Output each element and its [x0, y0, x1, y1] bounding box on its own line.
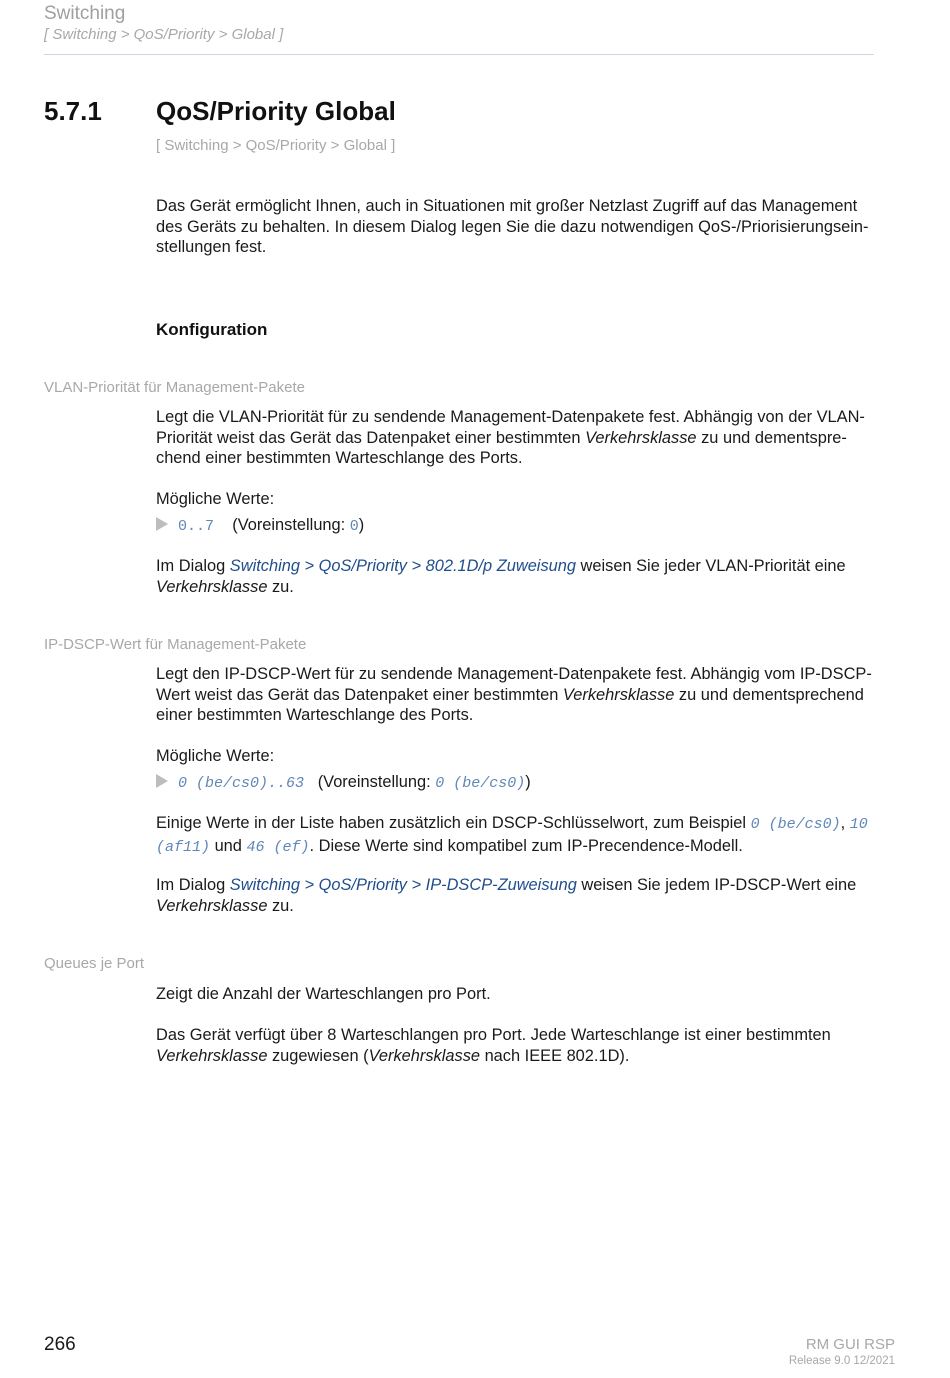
section-number: 5.7.1 [44, 96, 102, 126]
intro-line: des Geräts zu behalten. In diesem Dialog legen Sie die dazu notwendigen QoS-/Priorisierungsein- [156, 217, 869, 236]
vlan-description [156, 407, 901, 469]
value-range: 0..7 [178, 518, 215, 535]
dialog-link-ip-dscp[interactable]: Switching > QoS/Priority > IP-DSCP-Zuweisung [229, 876, 577, 894]
keyword-value: (af11) [156, 838, 211, 856]
default-value: 0 [349, 518, 359, 535]
param-label-ip-dscp: IP-DSCP-Wert für Management-Pakete [44, 636, 307, 653]
keyword-value: 46 (ef) [246, 838, 310, 856]
header-divider [44, 54, 874, 55]
term-verkehrsklasse: Verkehrsklasse [585, 428, 697, 447]
queues-description: Zeigt die Anzahl der Warteschlangen pro Port. [156, 985, 491, 1003]
param-label-queues: Queues je Port [44, 955, 145, 972]
footer-doc-name: RM GUI RSP [805, 1336, 895, 1353]
term-verkehrsklasse: Verkehrsklasse [368, 1046, 481, 1065]
section-breadcrumb: [ Switching > QoS/Priority > Global ] [156, 137, 396, 154]
keyword-value: 10 [849, 816, 868, 833]
desc-line: Legt die VLAN-Priorität für zu sendende Management-Datenpakete fest. Abhängig von der VLAN- [156, 408, 865, 426]
param-label-vlan-priority: VLAN-Priorität für Management-Pakete [44, 379, 305, 396]
value-range: 0 (be/cs0)..63 [178, 775, 305, 792]
intro-paragraph [156, 196, 901, 258]
bullet-triangle-icon [156, 517, 168, 531]
dscp-values-heading: Mögliche Werte: [156, 747, 275, 765]
dscp-values-item: 0 (be/cs0)..63 (Voreinstellung: 0 (be/cs0)) [156, 772, 901, 795]
vlan-values-item: 0..7 (Voreinstellung: 0) [156, 515, 901, 538]
intro-line: Das Gerät ermöglicht Ihnen, auch in Situationen mit großer Netzlast Zugriff auf das Management [156, 197, 858, 215]
desc-line: Priorität weist das Gerät das Datenpaket einer bestimmten Verkehrsklasse zu und dementspre- [156, 428, 847, 447]
term-verkehrsklasse: Verkehrsklasse [562, 685, 675, 704]
intro-line: stellungen fest. [156, 238, 267, 256]
page-number: 266 [44, 1334, 76, 1355]
vlan-values-heading: Mögliche Werte: [156, 490, 275, 508]
running-breadcrumb: [ Switching > QoS/Priority > Global ] [44, 26, 284, 43]
konfiguration-heading: Konfiguration [156, 320, 268, 339]
running-title: Switching [44, 3, 126, 24]
dscp-dialog-note: Im Dialog Switching > QoS/Priority > IP-DSCP-Zuweisung weisen Sie jedem IP-DSCP-Wert eine Verkehrsklasse zu. [156, 876, 857, 915]
bullet-triangle-icon [156, 774, 168, 788]
term-verkehrsklasse: Verkehrsklasse [156, 1046, 268, 1065]
keyword-value: 0 (be/cs0) [750, 816, 841, 833]
footer-release: Release 9.0 12/2021 [788, 1355, 895, 1367]
desc-line: chend einer bestimmten Warteschlange des Ports. [156, 449, 523, 467]
dscp-keyword-note: Einige Werte in der Liste haben zusätzlich ein DSCP-Schlüsselwort, zum Beispiel 0 (be/cs0), 10 (af11) und 46 (ef). Diese Werte sind kompatibel zum IP-Precendence-Modell. [156, 814, 868, 856]
dscp-description [156, 664, 901, 726]
term-verkehrsklasse: Verkehrsklasse [156, 896, 268, 915]
queues-info: Das Gerät verfügt über 8 Warteschlangen pro Port. Jede Warteschlange ist einer bestimmten Verkehrsklasse zugewiesen (Verkehrsklasse nach IEEE 802.1D). [156, 1026, 831, 1065]
dialog-link-8021dp[interactable]: Switching > QoS/Priority > 802.1D/p Zuweisung [229, 557, 576, 575]
desc-line: einer bestimmten Warteschlange des Ports. [156, 706, 474, 724]
desc-line: Wert weist das Gerät das Datenpaket einer bestimmten Verkehrsklasse zu und dementsprechend [156, 685, 864, 704]
vlan-dialog-note: Im Dialog Switching > QoS/Priority > 802.1D/p Zuweisung weisen Sie jeder VLAN-Priorität eine Verkehrsklasse zu. [156, 557, 846, 596]
desc-line: Legt den IP-DSCP-Wert für zu sendende Management-Datenpakete fest. Abhängig vom IP-DSCP- [156, 665, 872, 683]
default-value: 0 (be/cs0) [435, 775, 526, 792]
section-title: QoS/Priority Global [156, 96, 396, 126]
term-verkehrsklasse: Verkehrsklasse [156, 577, 268, 596]
